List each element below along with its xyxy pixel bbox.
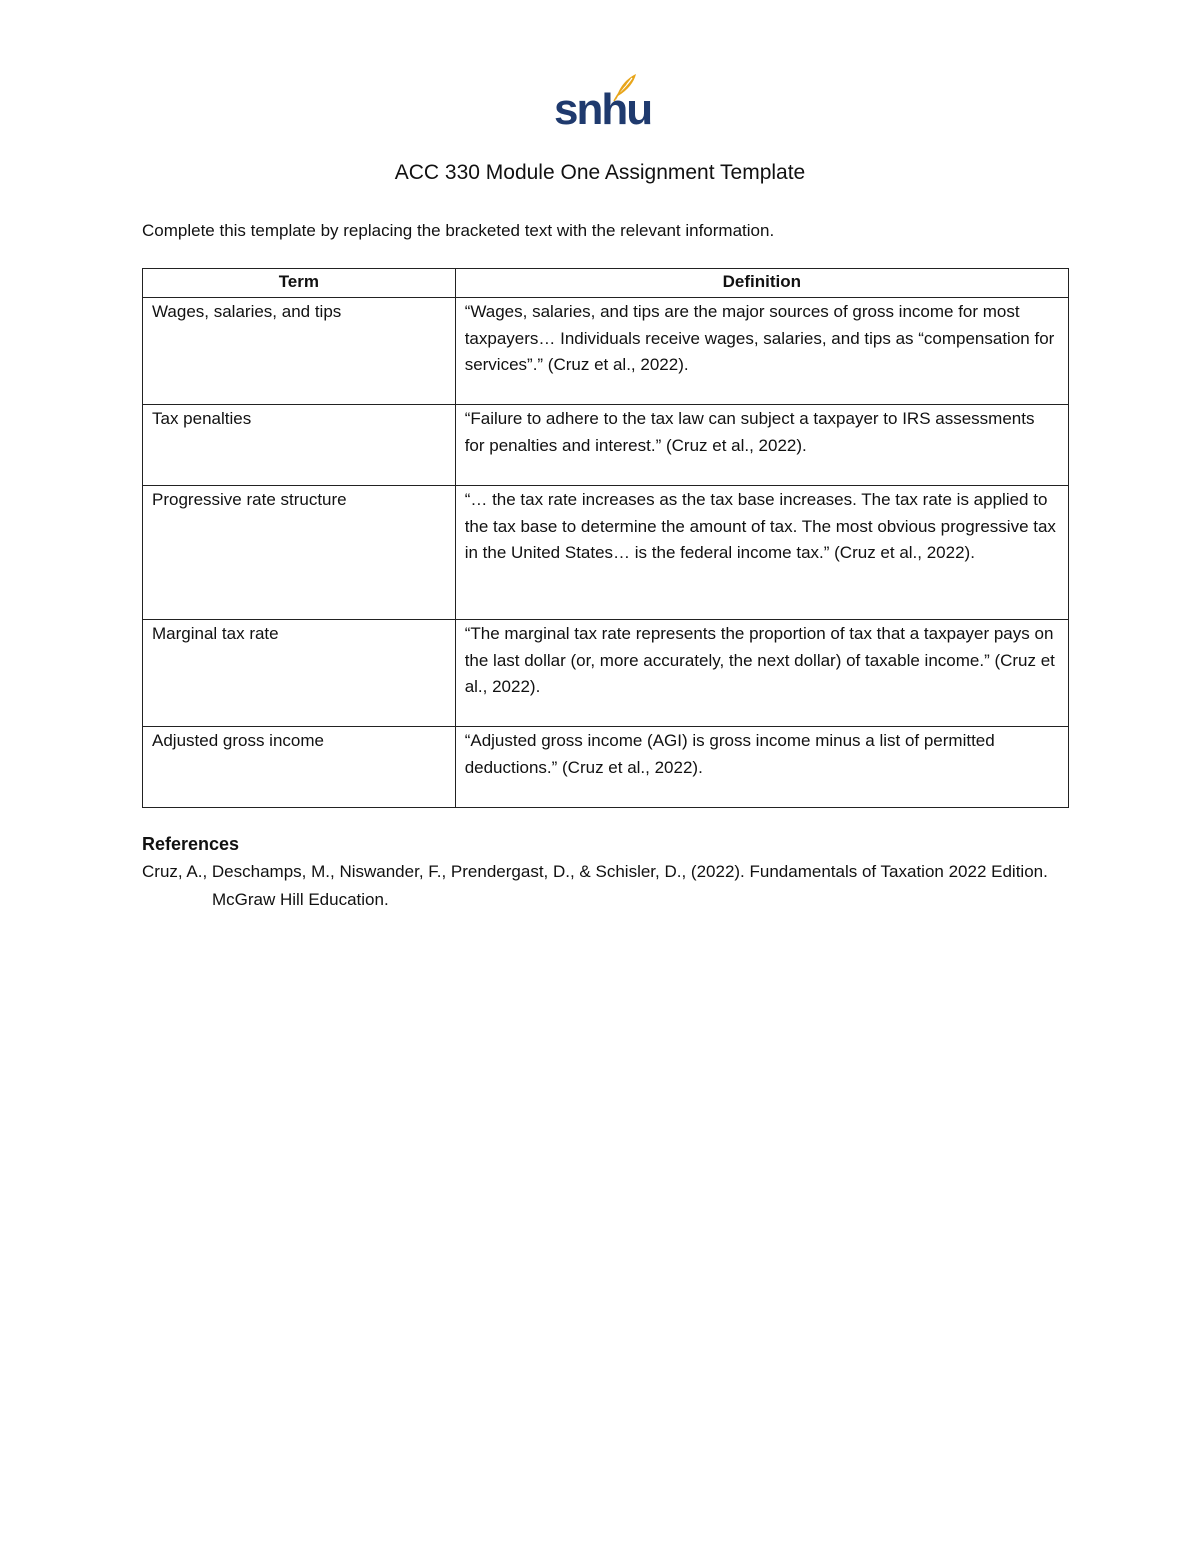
table-row (143, 620, 1069, 727)
references-heading: References (142, 834, 240, 854)
terms-table (142, 268, 1069, 808)
reference-entry: Cruz, A., Deschamps, M., Niswander, F., Prendergast, D., & Schisler, D., (2022). Fundamentals of Taxation 2022 Edition. McGraw Hill Education. (142, 862, 1048, 909)
logo-wordmark: snhu (554, 85, 652, 134)
page-title: ACC 330 Module One Assignment Template (394, 161, 806, 184)
column-header-definition: Definition (455, 269, 1068, 298)
definition-cell: “Adjusted gross income (AGI) is gross income minus a list of permitted deductions.” (Cruz et al., 2022). (455, 727, 1068, 808)
definition-cell: “The marginal tax rate represents the proportion of tax that a taxpayer pays on the last dollar (or, more accurately, the next dollar) of taxable income.” (Cruz et al., 2022). (455, 620, 1068, 727)
table-row (143, 727, 1069, 808)
table-row (143, 486, 1069, 620)
table-row (143, 298, 1069, 405)
term-cell: Wages, salaries, and tips (143, 298, 456, 405)
table-header-row (143, 269, 1069, 298)
table-row (143, 405, 1069, 486)
definition-cell: “… the tax rate increases as the tax base increases. The tax rate is applied to the tax base to determine the amount of tax. The most obvious progressive tax in the United States… is the federal income tax.” (Cruz et al., 2022). (455, 486, 1068, 620)
term-cell: Tax penalties (143, 405, 456, 486)
instructions-text: Complete this template by replacing the bracketed text with the relevant information. (142, 221, 775, 240)
definition-cell: “Failure to adhere to the tax law can subject a taxpayer to IRS assessments for penalties and interest.” (Cruz et al., 2022). (455, 405, 1068, 486)
term-cell: Progressive rate structure (143, 486, 456, 620)
column-header-term: Term (143, 269, 456, 298)
term-cell: Marginal tax rate (143, 620, 456, 727)
snhu-logo (554, 72, 652, 134)
definition-cell: “Wages, salaries, and tips are the major sources of gross income for most taxpayers… Individuals receive wages, salaries, and tips as “compensation for services”.” (Cruz et al., 2022). (455, 298, 1068, 405)
term-cell: Adjusted gross income (143, 727, 456, 808)
